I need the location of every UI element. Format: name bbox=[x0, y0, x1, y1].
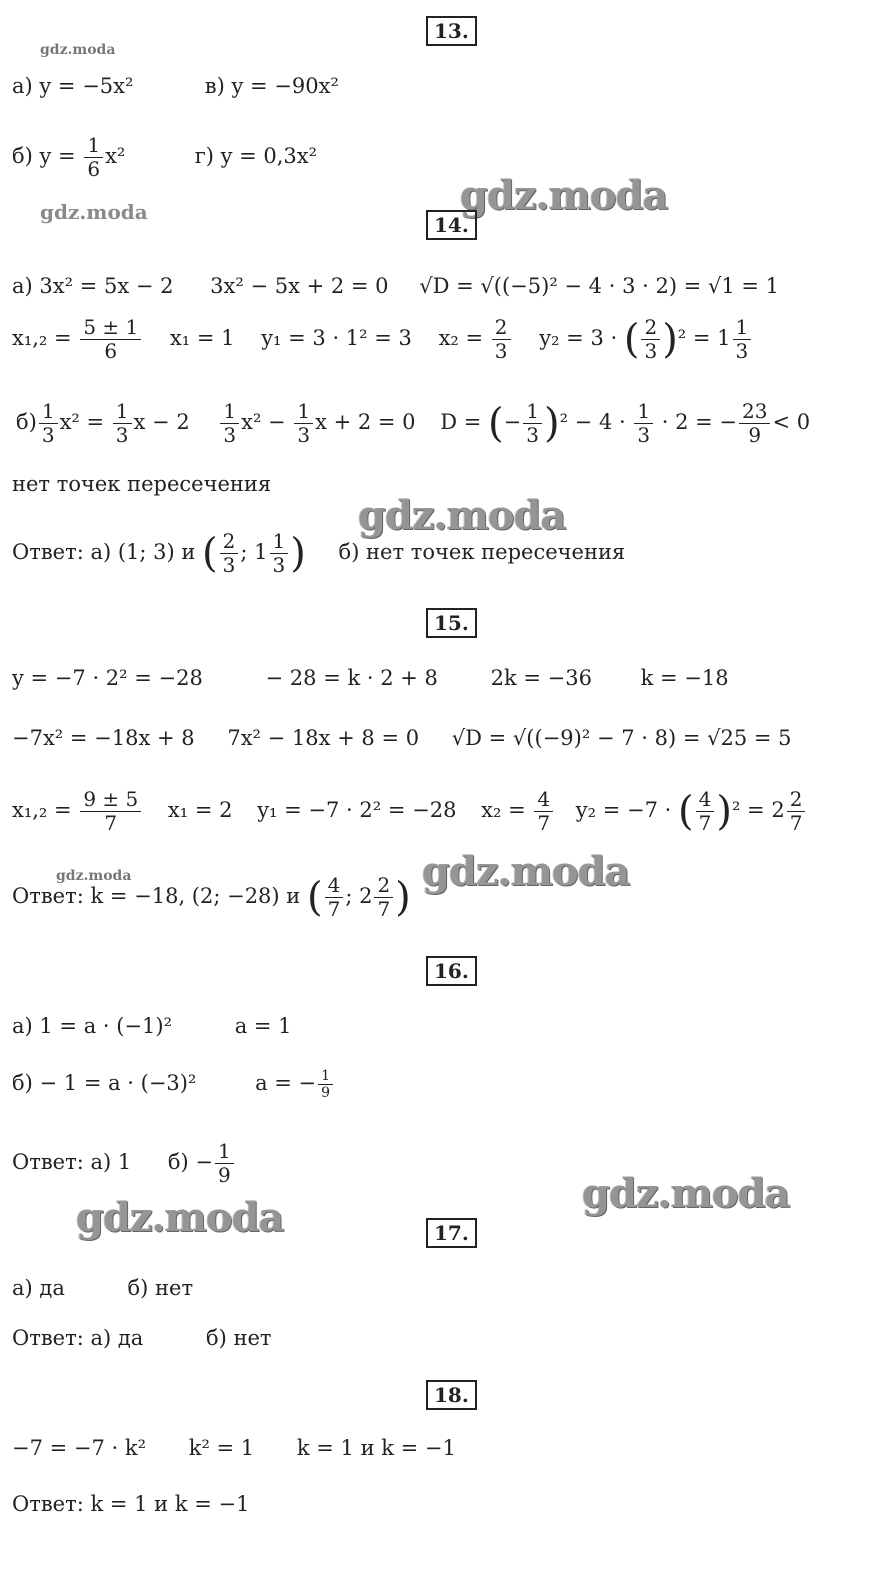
equation-v: в) y = −90x² bbox=[204, 74, 339, 98]
equation-line bbox=[12, 76, 339, 97]
watermark: gdz.moda bbox=[40, 42, 116, 58]
answer-line: Ответ: а) да б) нет bbox=[12, 1326, 272, 1350]
problem-number: 18. bbox=[426, 1380, 477, 1410]
equation-b: б) y = bbox=[12, 144, 83, 168]
fraction: $\frac{1}{3}$ bbox=[113, 400, 132, 447]
fraction: $\frac{4}{7}$ bbox=[325, 874, 344, 921]
fraction: $\frac{2}{3}$ bbox=[492, 316, 511, 363]
fraction: $\frac{9 \pm 5}{7}$ bbox=[80, 788, 141, 835]
fraction: $\frac{23}{9}$ bbox=[739, 400, 770, 447]
problem-number: 17. bbox=[426, 1218, 477, 1248]
watermark: gdz.moda bbox=[422, 848, 630, 895]
fraction: $\frac{1}{9}$ bbox=[318, 1068, 333, 1101]
equation-g: г) y = 0,3x² bbox=[194, 144, 318, 168]
equation-line: −7x² = −18x + 8 7x² − 18x + 8 = 0 √D = √((−9)² − 7 · 8) = √25 = 5 bbox=[12, 726, 792, 750]
fraction: $\frac{1}{3}$ bbox=[523, 400, 542, 447]
fraction: $\frac{1}{6}$ bbox=[84, 134, 103, 181]
fraction: $\frac{1}{3}$ bbox=[634, 400, 653, 447]
fraction: $\frac{2}{7}$ bbox=[374, 874, 393, 921]
fraction: $\frac{4}{7}$ bbox=[534, 788, 553, 835]
answer-line: Ответ: а) (1; 3) и ( $\frac{2}{3}$ ; 1 $\frac{1}{3}$ ) б) нет точек пересечения bbox=[12, 529, 626, 577]
text-line: нет точек пересечения bbox=[12, 472, 272, 496]
equation-line: x₁,₂ = $\frac{9 \pm 5}{7}$ x₁ = 2 y₁ = −7 · 2² = −28 x₂ = $\frac{4}{7}$ y₂ = −7 · ( $\frac{4}{7}$ )² = 2 $\frac{2}{7}$ bbox=[12, 788, 807, 835]
equation-line: а) 3x² = 5x − 2 3x² − 5x + 2 = 0 √D = √((−5)² − 4 · 3 · 2) = √1 = 1 bbox=[12, 274, 780, 298]
watermark: gdz.moda bbox=[460, 172, 668, 219]
fraction: $\frac{1}{3}$ bbox=[270, 530, 289, 577]
watermark: gdz.moda bbox=[76, 1194, 284, 1241]
answer-line: Ответ: k = 1 и k = −1 bbox=[12, 1492, 250, 1516]
fraction: $\frac{1}{3}$ bbox=[220, 400, 239, 447]
equation-line: б) − 1 = a · (−3)² a = − $\frac{1}{9}$ bbox=[12, 1068, 335, 1101]
fraction: $\frac{5 \pm 1}{6}$ bbox=[80, 316, 141, 363]
equation-line: x₁,₂ = $\frac{5 \pm 1}{6}$ x₁ = 1 y₁ = 3 · 1² = 3 x₂ = $\frac{2}{3}$ y₂ = 3 · ( $\frac{2}{3}$ )² = 1 $\frac{1}{3}$ bbox=[12, 316, 753, 363]
equation-line: y = −7 · 2² = −28 − 28 = k · 2 + 8 2k = −36 k = −18 bbox=[12, 666, 729, 690]
fraction: $\frac{4}{7}$ bbox=[696, 788, 715, 835]
watermark: gdz.moda bbox=[582, 1170, 790, 1217]
watermark: gdz.moda bbox=[56, 868, 132, 884]
fraction: $\frac{1}{3}$ bbox=[294, 400, 313, 447]
fraction: $\frac{2}{7}$ bbox=[787, 788, 806, 835]
fraction: $\frac{1}{3}$ bbox=[733, 316, 752, 363]
fraction: $\frac{1}{9}$ bbox=[215, 1140, 234, 1187]
watermark: gdz.moda bbox=[358, 492, 566, 539]
equation-line: а) 1 = a · (−1)² a = 1 bbox=[12, 1014, 292, 1038]
watermark: gdz.moda bbox=[40, 200, 148, 224]
answer-line: Ответ: а) 1 б) − $\frac{1}{9}$ bbox=[12, 1140, 236, 1187]
problem-number: 13. bbox=[426, 16, 477, 46]
equation-line: б) y = $\frac{1}{6}$ x² г) y = 0,3x² bbox=[12, 133, 318, 181]
equation-line: а) да б) нет bbox=[12, 1276, 194, 1300]
problem-number: 15. bbox=[426, 608, 477, 638]
fraction: $\frac{2}{3}$ bbox=[641, 316, 660, 363]
answer-line: Ответ: k = −18, (2; −28) и ( $\frac{4}{7}$ ; 2 $\frac{2}{7}$ ) bbox=[12, 873, 411, 921]
equation-a: а) y = −5x² bbox=[12, 74, 134, 98]
problem-number: 14. bbox=[426, 210, 477, 240]
fraction: $\frac{1}{3}$ bbox=[39, 400, 58, 447]
problem-number: 16. bbox=[426, 956, 477, 986]
equation-line: −7 = −7 · k² k² = 1 k = 1 и k = −1 bbox=[12, 1436, 456, 1460]
equation-line: б) $\frac{1}{3}$ x² = $\frac{1}{3}$ x − 2 $\frac{1}{3}$ x² − $\frac{1}{3}$ x + 2 = 0 D = (− $\frac{1}{3}$ )² − 4 · $\frac{1}{3}$ · 2 = − $\frac{23}{9}$ < 0 bbox=[16, 399, 811, 447]
fraction: $\frac{2}{3}$ bbox=[220, 530, 239, 577]
